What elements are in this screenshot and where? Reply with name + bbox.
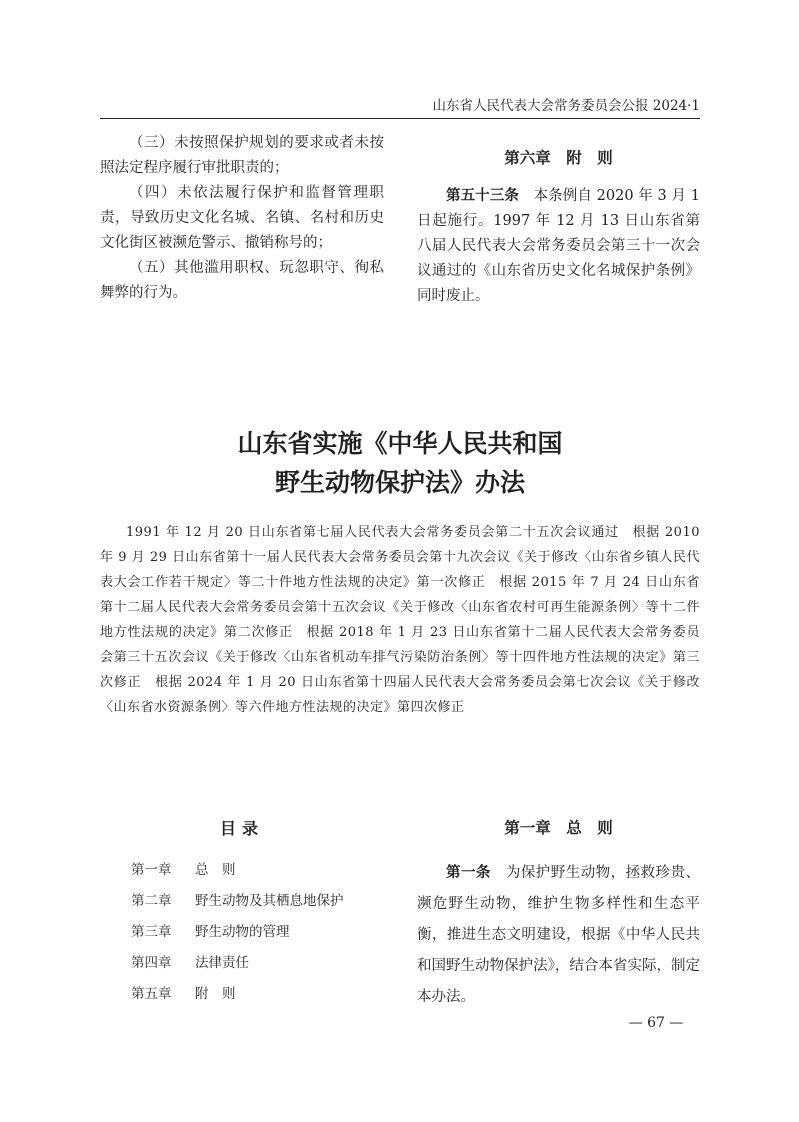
chapter-one-title: 第一章 总 则 xyxy=(504,819,613,837)
toc-chapter-name: 野生动物的管理 xyxy=(195,924,290,940)
toc-chapter: 第四章 xyxy=(131,955,172,971)
title-line-2: 野生动物保护法》办法 xyxy=(274,468,525,497)
toc-chapter: 第二章 xyxy=(131,893,172,909)
toc-item xyxy=(131,982,391,1013)
right-column xyxy=(417,146,700,309)
article-text: 为保护野生动物，拯救珍贵、濒危野生动物，维护生物多样性和生态平衡，推进生态文明建设，根据《中华人民共和国野生动物保护法》，结合本省实际，制定本办法。 xyxy=(417,865,700,1005)
toc-item xyxy=(131,920,391,951)
running-header xyxy=(100,92,700,119)
toc-chapter-name: 附 则 xyxy=(195,986,236,1002)
revision-note: 1991 年 12 月 20 日山东省第七届人民代表大会常务委员会第二十五次会议通过 根据 2010 年 9 月 29 日山东省第十一届人民代表大会常务委员会第十九次会议《关于修改〈山东省乡镇人民代表大会工作若干规定〉等二十件地方性法规的决定》第一次修正 根据 2015 年 7 月 24 日山东省第十二届人民代表大会常务委员会第十五次会议《关于修改〈山东省农村可再生能源条例〉等十二件地方性法规的决定》第二次修正 根据 2018 年 1 月 23 日山东省第十二届人民代表大会常务委员会第三十五次会议《关于修改〈山东省机动车排气污染防治条例〉等十四件地方性法规的决定》第三次修正 根据 2024 年 1 月 20 日山东省第十四届人民代表大会常务委员会第七次会议《关于修改〈山东省水资源条例〉等六件地方性法规的决定》第四次修正 xyxy=(100,525,700,715)
table-of-contents xyxy=(131,858,391,1013)
toc-item xyxy=(131,889,391,920)
title-line-1: 山东省实施《中华人民共和国 xyxy=(237,429,563,458)
clause-item: （三）未按照保护规划的要求或者未按照法定程序履行审批职责的； xyxy=(100,135,384,176)
chapter-one-body xyxy=(417,858,700,1013)
page-number: — 67 — xyxy=(628,1015,684,1031)
article-53 xyxy=(417,184,700,309)
toc-chapter-name: 总 则 xyxy=(195,862,236,878)
header-title: 山东省人民代表大会常务委员会公报 2024·1 xyxy=(432,98,700,114)
chapter-six-title: 第六章 附 则 xyxy=(504,149,613,167)
toc-item xyxy=(131,951,391,982)
article-1 xyxy=(417,858,700,1013)
document-title xyxy=(100,424,700,502)
toc-title: 目录 xyxy=(219,819,264,838)
article-label: 第五十三条 xyxy=(446,188,519,204)
article-text: 本条例自 2020 年 3 月 1 日起施行。1997 年 12 月 13 日山东省第八届人民代表大会常务委员会第三十一次会议通过的《山东省历史文化名城保护条例》同时废止。 xyxy=(417,188,700,304)
toc-item xyxy=(131,858,391,889)
toc-chapter: 第三章 xyxy=(131,924,172,940)
toc-chapter-name: 野生动物及其栖息地保护 xyxy=(195,893,344,909)
toc-chapter: 第一章 xyxy=(131,862,172,878)
clause-item: （五）其他滥用职权、玩忽职守、徇私舞弊的行为。 xyxy=(100,260,384,301)
clause-item: （四）未依法履行保护和监督管理职责，导致历史文化名城、名镇、名村和历史文化街区被濒危警示、撤销称号的； xyxy=(100,185,384,251)
toc-chapter-name: 法律责任 xyxy=(195,955,249,971)
article-label: 第一条 xyxy=(446,865,491,881)
toc-chapter: 第五章 xyxy=(131,986,172,1002)
left-column xyxy=(100,131,384,306)
